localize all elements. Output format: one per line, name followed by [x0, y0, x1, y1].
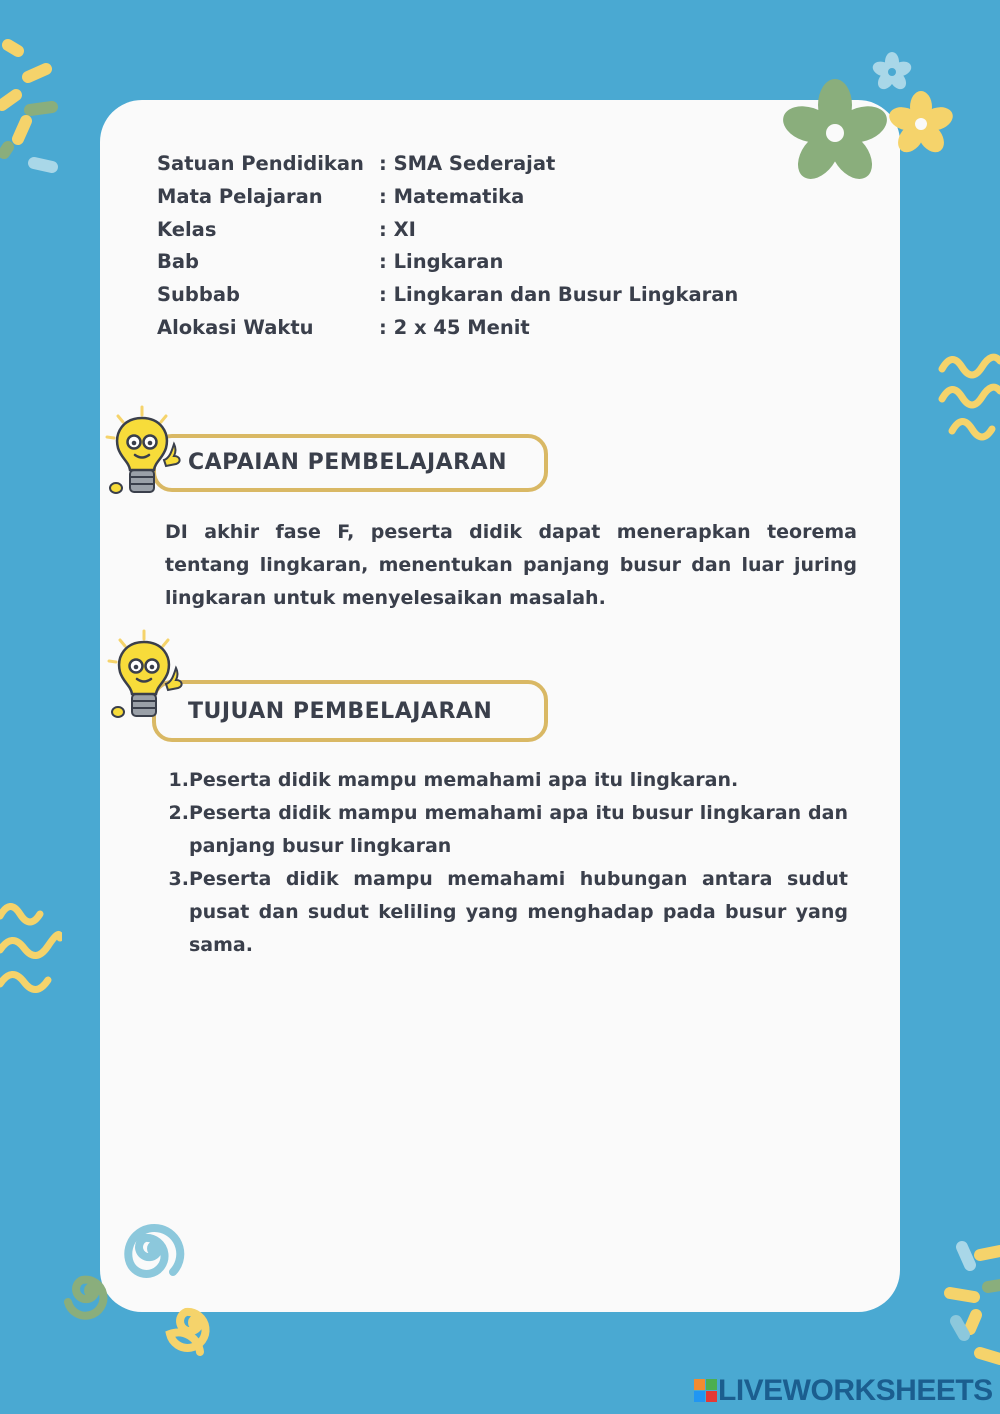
info-value: : XI: [379, 217, 416, 241]
info-row: [157, 316, 738, 349]
brand-text: LIVEWORKSHEETS: [718, 1374, 993, 1407]
goal-text: Peserta didik mampu memahami apa itu busur lingkaran dan panjang busur lingkaran: [189, 802, 848, 857]
list-item: [163, 797, 848, 863]
info-label: Bab: [157, 250, 199, 274]
capaian-paragraph: DI akhir fase F, peserta didik dapat menerapkan teorema tentang lingkaran, menentukan panjang busur dan luar juring lingkaran untuk menyelesaikan masalah.: [165, 521, 857, 609]
goal-text: Peserta didik mampu memahami hubungan antara sudut pusat dan sudut keliling yang menghadap pada busur yang sama.: [189, 868, 848, 956]
flower-green-icon: [780, 78, 890, 188]
goal-number: 2.: [168, 802, 189, 824]
list-item: [163, 863, 848, 962]
swirl-yellow-icon: [160, 1290, 226, 1360]
info-label: Mata Pelajaran: [157, 184, 323, 208]
info-label: Alokasi Waktu: [157, 315, 314, 339]
goal-number: 3.: [168, 868, 189, 890]
live-badge-icon: [694, 1379, 718, 1403]
confetti-top-left: [0, 35, 80, 185]
goal-text: Peserta didik mampu memahami apa itu lingkaran.: [189, 769, 739, 791]
info-value: : 2 x 45 Menit: [379, 315, 530, 339]
flower-blue-icon: [870, 50, 914, 94]
info-value: : Matematika: [379, 184, 525, 208]
info-row: [157, 152, 738, 185]
tujuan-title: TUJUAN PEMBELAJARAN: [188, 699, 493, 724]
info-row: [157, 250, 738, 283]
info-label: Satuan Pendidikan: [157, 152, 364, 175]
info-row: [157, 218, 738, 251]
lightbulb-mascot-icon: [102, 404, 192, 500]
capaian-title: CAPAIAN PEMBELAJARAN: [188, 450, 508, 475]
list-item: [163, 764, 848, 797]
squiggle-right: [938, 345, 1000, 445]
squiggle-left: [0, 898, 62, 998]
flower-yellow-icon: [885, 88, 957, 160]
info-value: : Lingkaran dan Busur Lingkaran: [379, 283, 739, 307]
lightbulb-mascot-icon: [104, 628, 194, 724]
info-row: [157, 283, 738, 316]
confetti-bottom-right: [940, 1235, 1000, 1375]
goal-number: 1.: [168, 769, 189, 791]
info-value: : SMA Sederajat: [379, 152, 556, 175]
liveworksheets-logo: [694, 1374, 993, 1408]
info-label: Kelas: [157, 217, 217, 241]
info-value: : Lingkaran: [379, 250, 504, 274]
info-table: [157, 152, 738, 349]
info-row: [157, 185, 738, 218]
goals-list: [163, 764, 848, 962]
swirl-green-icon: [60, 1262, 128, 1322]
info-label: Subbab: [157, 283, 240, 307]
